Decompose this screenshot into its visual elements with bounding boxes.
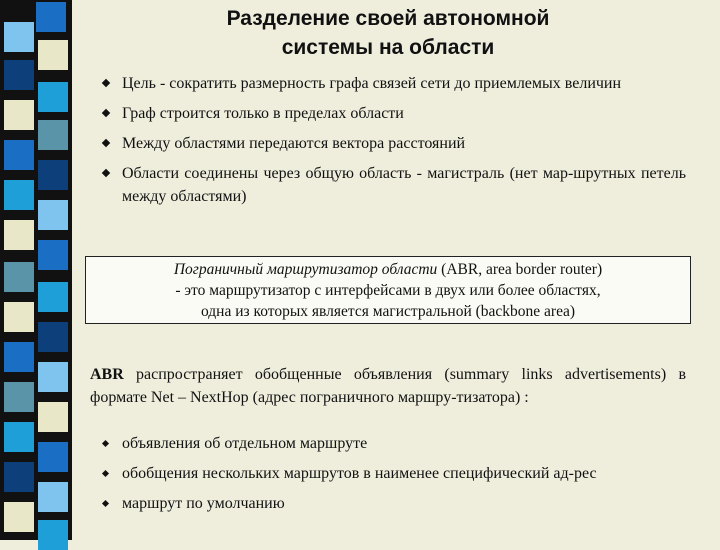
diamond-bullet-icon — [102, 109, 110, 117]
bullet-item: Между областями передаются вектора расстояний — [100, 132, 686, 155]
diamond-bullet-icon — [102, 500, 109, 507]
diamond-bullet-icon — [102, 470, 109, 477]
title-line-1: Разделение своей автономной — [226, 7, 550, 30]
diamond-bullet-icon — [102, 139, 110, 147]
sub-bullet-item: объявления об отдельном маршруте — [100, 432, 686, 455]
diamond-bullet-icon — [102, 169, 110, 177]
bullet-item: Граф строится только в пределах области — [100, 102, 686, 125]
abr-paragraph — [90, 363, 686, 409]
sub-bullet-list — [100, 432, 686, 522]
diamond-bullet-icon — [102, 79, 110, 87]
decorative-strip — [0, 0, 72, 540]
definition-line-2: - это маршрутизатор с интерфейсами в двух или более областях, — [175, 282, 601, 299]
definition-box — [85, 256, 691, 324]
sub-bullet-item: обобщения нескольких маршрутов в наименее специфический ад-рес — [100, 462, 686, 485]
definition-term: Пограничный маршрутизатор области — [173, 261, 438, 278]
slide-title — [96, 4, 680, 62]
diamond-bullet-icon — [102, 440, 109, 447]
definition-abbr: (ABR, area border router) — [437, 261, 603, 278]
title-line-2: системы на области — [281, 36, 495, 59]
main-bullet-list — [100, 72, 686, 215]
sub-bullet-item: маршрут по умолчанию — [100, 492, 686, 515]
abr-lead: ABR — [90, 366, 124, 383]
abr-text: распространяет обобщенные объявления (summary links advertisements) в формате Net – NextHop (адрес пограничного маршру-тизатора) : — [90, 366, 686, 406]
bullet-item: Области соединены через общую область - магистраль (нет мар-шрутных петель между областями) — [100, 162, 686, 208]
definition-line-3: одна из которых является магистральной (backbone area) — [200, 303, 575, 320]
bullet-item: Цель - сократить размерность графа связей сети до приемлемых величин — [100, 72, 686, 95]
